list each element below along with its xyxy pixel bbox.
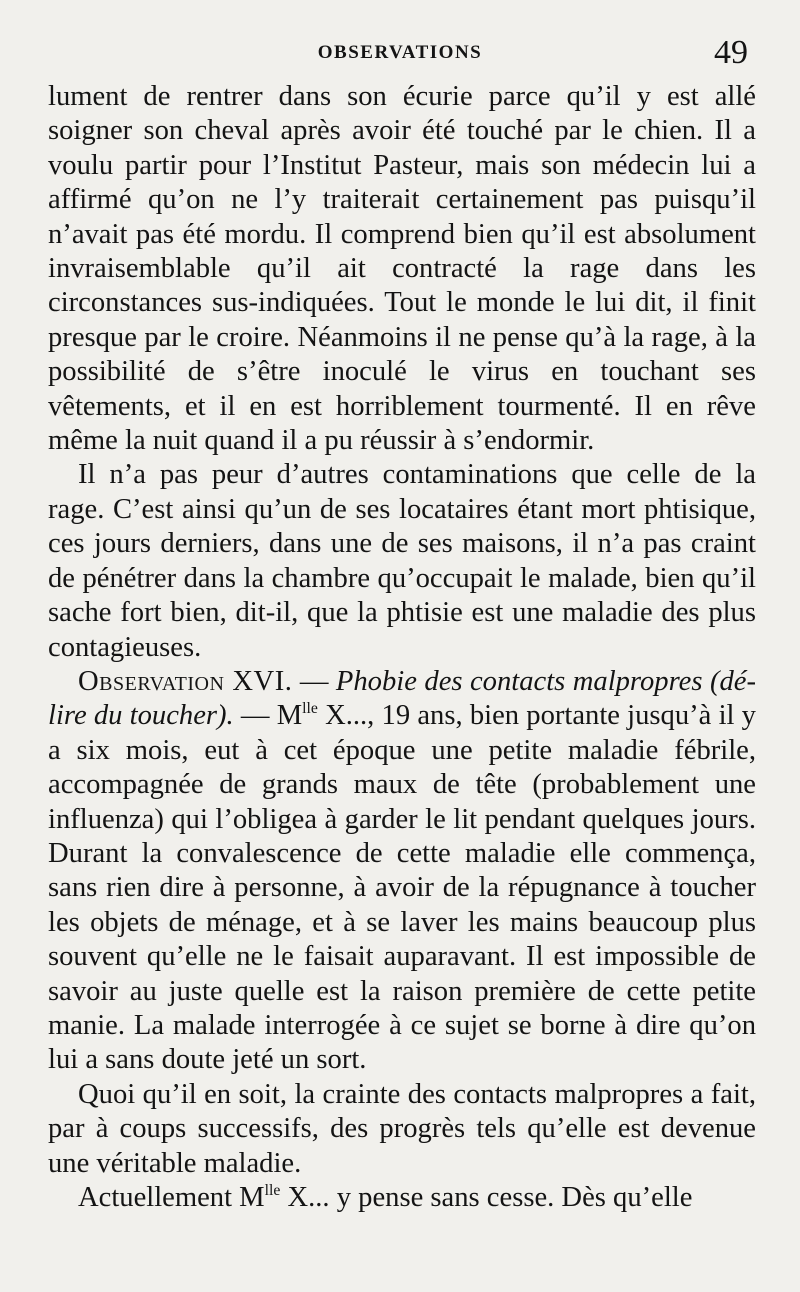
paragraph-last bbox=[48, 1181, 756, 1215]
observation-label: Observation XVI. bbox=[78, 665, 293, 697]
text-after: X... y pense sans cesse. Dès qu’elle bbox=[280, 1182, 693, 1213]
em-dash: — bbox=[292, 665, 336, 697]
page-number: 49 bbox=[714, 34, 748, 71]
body-text bbox=[48, 80, 756, 1215]
paragraph-continued: lument de rentrer dans son écurie parce qu’il y est allé soigner son cheval après avoir été touché par le chien. Il a voulu partir pour l’Institut Pasteur, mais son médecin lui a affirmé qu’on ne l’y traiterait certainement pas puisqu’il n’avait pas été mordu. Il comprend bien qu’il est absolument invraisemblable qu’il ait contracté la rage dans les circonstances sus-indiquées. Tout le monde le lui dit, il finit presque par le croire. Néanmoins il ne pense qu’à la rage, à la possibilité de s’être inoculé le virus en touchant ses vêtements, et il en est horriblement tourmenté. Il en rêve même la nuit quand il a pu réussir à s’endormir. bbox=[48, 81, 756, 457]
observation-text: X..., 19 ans, bien portante jusqu’à il y a six mois, eut à cet époque une petite maladie fébrile, accompagnée de grands maux de tête (probablement une influenza) qui l’obligea à garder le lit pendant quelques jours. Durant la convalescence de cette maladie elle commença, sans rien dire à personne, à avoir de la répugnance à toucher les objets de ménage, et à se laver les mains beaucoup plus souvent qu’elle ne le faisait auparavant. Il est impossible de savoir au juste quelle est la raison première de cette petite manie. La malade interrogée à ce sujet se borne à dire qu’on lui a sans doute jeté un sort. bbox=[48, 700, 756, 1076]
honorific: M bbox=[276, 700, 303, 732]
text-before: Actuellement M bbox=[78, 1182, 265, 1213]
running-header bbox=[48, 36, 752, 80]
running-title: OBSERVATIONS bbox=[317, 42, 483, 63]
paragraph: Il n’a pas peur d’autres contaminations que celle de la rage. C’est ainsi qu’un de ses locataires étant mort phtisique, ces jours derniers, dans une de ses maisons, il n’a pas craint de pénétrer dans la chambre qu’occupait le malade, bien qu’il sache fort bien, dit-il, que la phtisie est une maladie des plus contagieuses. bbox=[48, 459, 756, 663]
paragraph: Quoi qu’il en soit, la crainte des contacts malpropres a fait, par à coups successifs, des progrès tels qu’elle est devenue une véritable maladie. bbox=[48, 1078, 756, 1179]
observation-paragraph bbox=[48, 665, 756, 1078]
observation-title: Phobie des contacts malpropres (délire du toucher). bbox=[48, 665, 756, 732]
honorific-superscript: lle bbox=[302, 700, 318, 718]
honorific-superscript: lle bbox=[264, 1182, 281, 1199]
em-dash: — bbox=[233, 700, 277, 732]
